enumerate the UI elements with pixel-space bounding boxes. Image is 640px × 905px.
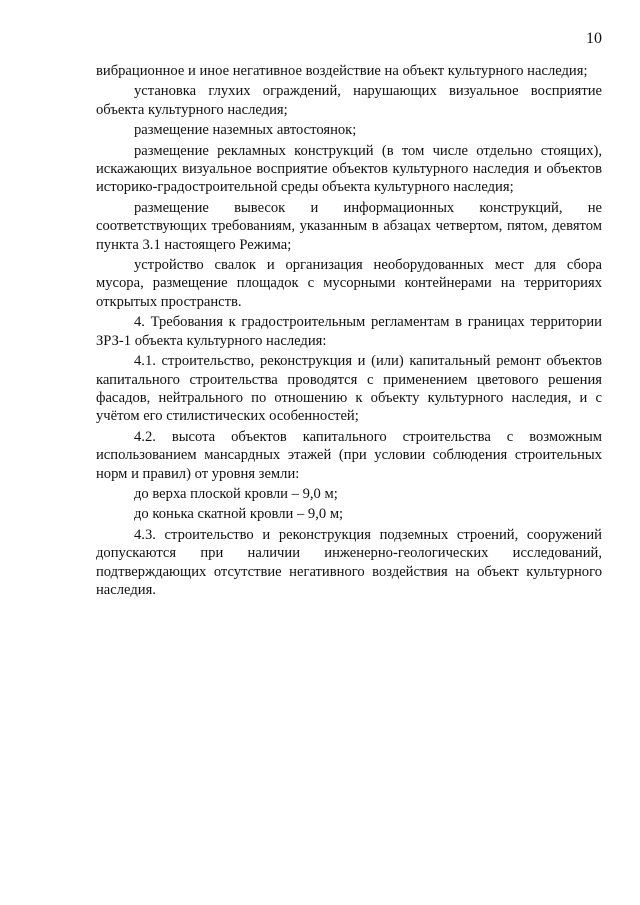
page-number: 10 <box>586 30 602 47</box>
paragraph: до верха плоской кровли – 9,0 м; <box>134 485 338 502</box>
paragraph: устройство свалок и организация необорудованных мест для сбора мусора, размещение площадок с мусорными контейнерами на территориях открытых пространств. <box>96 257 602 310</box>
paragraph: 4.2. высота объектов капитального строительства с возможным использованием мансардных этажей (при условии соблюдения строительных норм и правил) от уровня земли: <box>96 428 602 482</box>
paragraph: 4.1. строительство, реконструкция и (или) капитальный ремонт объектов капитального строительства проводятся с применением цветового решения фасадов, нейтрального по отношению к объекту культурного наследия, и с учётом его стилистических особенностей; <box>96 353 602 425</box>
paragraph: 4.3. строительство и реконструкция подземных строений, сооружений допускаются при наличии инженерно-геологических исследований, подтверждающих отсутствие негативного воздействия на объект культурного наследия. <box>96 526 602 598</box>
section-heading-paragraph: 4. Требования к градостроительным регламентам в границах территории ЗРЗ-1 объекта культурного наследия: <box>96 314 602 349</box>
paragraph: размещение вывесок и информационных конструкций, не соответствующих требованиям, указанным в абзацах четвертом, пятом, девятом пункта 3.1 настоящего Режима; <box>96 199 602 253</box>
paragraph: до конька скатной кровли – 9,0 м; <box>134 506 344 523</box>
paragraph: размещение рекламных конструкций (в том числе отдельно стоящих), искажающих визуальное восприятие объектов культурного наследия и объектов историко-градостроительной среды объекта культурного наследия; <box>96 142 602 196</box>
paragraph: размещение наземных автостоянок; <box>134 122 357 139</box>
paragraph: установка глухих ограждений, нарушающих визуальное восприятие объекта культурного наследия; <box>96 83 602 118</box>
paragraph: вибрационное и иное негативное воздействие на объект культурного наследия; <box>96 63 588 79</box>
document-body <box>96 62 602 601</box>
